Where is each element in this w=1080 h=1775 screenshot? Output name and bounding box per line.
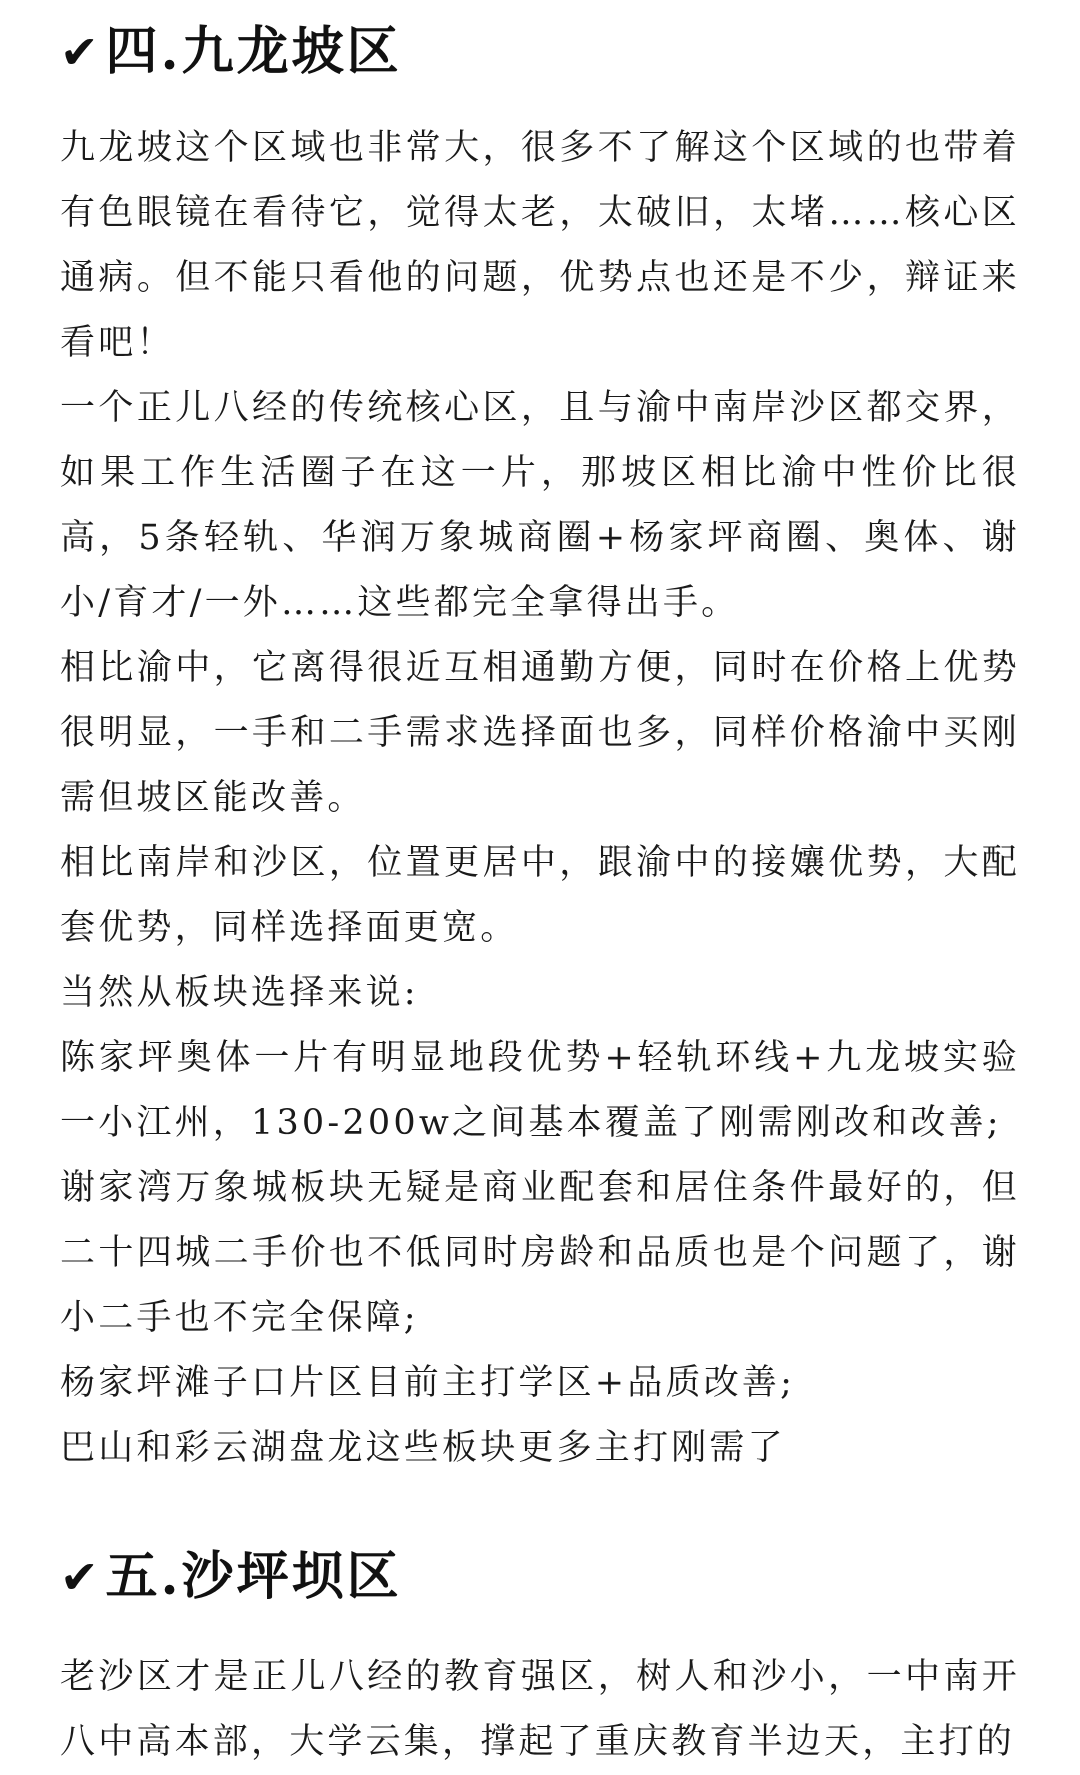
paragraph: 相比渝中，它离得很近互相通勤方便，同时在价格上优势很明显，一手和二手需求选择面也多，同样价格渝中买刚需但坡区能改善。 [60, 648, 1020, 818]
section-heading-shapingba [60, 1547, 1020, 1607]
paragraph: 谢家湾万象城板块无疑是商业配套和居住条件最好的，但二十四城二手价也不低同时房龄和品质也是个问题了，谢小二手也不完全保障; [60, 1168, 1020, 1338]
paragraph: 九龙坡这个区域也非常大，很多不了解这个区域的也带着有色眼镜在看待它，觉得太老，太破旧，太堵……核心区通病。但不能只看他的问题，优势点也还是不少，辩证来看吧！ [60, 128, 1020, 363]
section-heading-jiulongpo [60, 0, 1020, 82]
paragraph: 巴山和彩云湖盘龙这些板块更多主打刚需了 [60, 1428, 786, 1468]
section-title: 四.九龙坡区 [105, 21, 402, 82]
checkmark-icon: ✔ [60, 1550, 102, 1604]
checkmark-icon: ✔ [60, 25, 102, 79]
paragraph: 一个正儿八经的传统核心区，且与渝中南岸沙区都交界，如果工作生活圈子在这一片，那坡区相比渝中性价比很高，5条轻轨、华润万象城商圈+杨家坪商圈、奥体、谢小/育才/一外……这些都完全拿得出手。 [60, 388, 1020, 623]
paragraph: 杨家坪滩子口片区目前主打学区+品质改善; [60, 1363, 796, 1403]
section-title: 五.沙坪坝区 [105, 1546, 402, 1607]
paragraph: 当然从板块选择来说: [60, 973, 419, 1013]
paragraph: 老沙区才是正儿八经的教育强区，树人和沙小，一中南开八中高本部，大学云集，撑起了重庆教育半边天，主打的 [60, 1657, 1020, 1762]
paragraph: 相比南岸和沙区，位置更居中，跟渝中的接孃优势，大配套优势，同样选择面更宽。 [60, 843, 1020, 948]
paragraph: 陈家坪奥体一片有明显地段优势+轻轨环线+九龙坡实验一小江州，130-200w之间基本覆盖了刚需刚改和改善; [60, 1038, 1020, 1143]
section-body-shapingba [60, 1645, 1020, 1775]
section-body-jiulongpo [60, 116, 1020, 1481]
